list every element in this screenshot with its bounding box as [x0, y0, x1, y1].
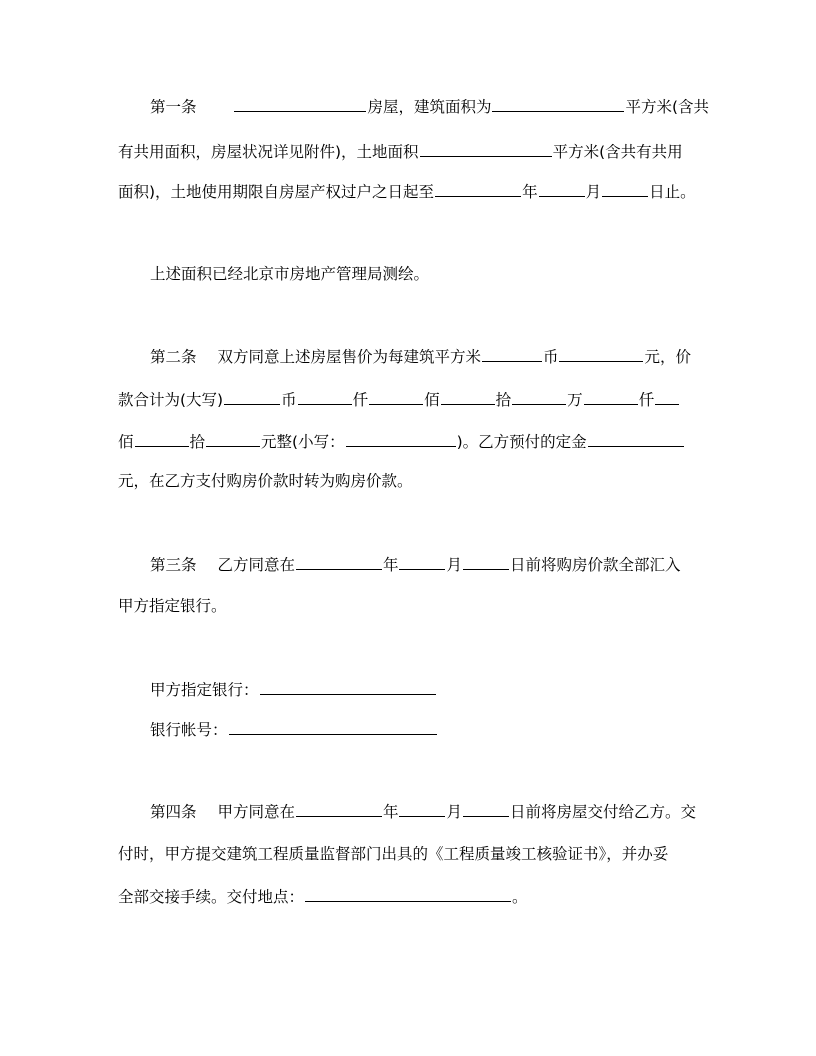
blank-term-year[interactable]	[435, 180, 521, 197]
blank-pay-month[interactable]	[399, 553, 445, 570]
article4-text2: 年	[382, 803, 399, 821]
account-line	[150, 718, 700, 740]
article4-text4: 日前将房屋交付给乙方。交	[510, 803, 697, 821]
blank-term-day[interactable]	[602, 180, 648, 197]
article3-text2: 年	[382, 556, 399, 574]
bank-label: 甲方指定银行：	[150, 681, 259, 699]
article4-text7: 。	[512, 888, 528, 906]
blank-pay-day[interactable]	[463, 553, 509, 570]
article4-line1	[150, 800, 700, 822]
bank-line	[150, 678, 700, 700]
article2-text2: 币	[542, 348, 559, 366]
article4-text1: 甲方同意在	[217, 803, 295, 821]
blank-yuan[interactable]	[206, 430, 260, 447]
article1-text3: 有共用面积，房屋状况详见附件)，土地面积	[118, 143, 419, 161]
article1-text8: 日止。	[649, 183, 696, 201]
blank-deposit[interactable]	[588, 430, 684, 447]
article3-line2: 甲方指定银行。	[118, 597, 227, 615]
article2-text5: 币	[281, 391, 297, 409]
article3-text1: 乙方同意在	[217, 556, 295, 574]
blank-unit-price[interactable]	[559, 345, 643, 362]
article2-line2	[118, 388, 700, 410]
blank-deliver-year[interactable]	[296, 800, 382, 817]
blank-wan[interactable]	[512, 388, 566, 405]
article1-label: 第一条	[150, 98, 197, 116]
blank-deliver-month[interactable]	[399, 800, 445, 817]
article3-text3: 月	[446, 556, 462, 574]
blank-deliver-place[interactable]	[305, 885, 511, 902]
blank-pay-year[interactable]	[296, 553, 382, 570]
article1-text5: 面积)，土地使用期限自房屋产权过户之日起至	[118, 183, 435, 201]
blank-amount-numeric[interactable]	[346, 430, 456, 447]
blank-bai-2-start[interactable]	[655, 388, 679, 405]
article2-text8: 拾	[495, 391, 512, 409]
account-label: 银行帐号：	[150, 721, 228, 739]
blank-building-area[interactable]	[492, 95, 624, 112]
article1-text7: 月	[585, 183, 602, 201]
blank-unit-currency[interactable]	[482, 345, 542, 362]
blank-qian-1[interactable]	[298, 388, 352, 405]
article1-text4: 平方米(含共有共用	[552, 143, 683, 161]
article2-text13: 元整(小写：	[261, 433, 345, 451]
article1-text1: 房屋，建筑面积为	[367, 98, 492, 116]
survey-note: 上述面积已经北京市房地产管理局测绘。	[150, 265, 430, 283]
article4-line2: 付时，甲方提交建筑工程质量监督部门出具的《工程质量竣工核验证书》，并办妥	[118, 845, 669, 863]
blank-account[interactable]	[229, 718, 437, 735]
article4-label: 第四条	[150, 803, 197, 821]
article2-line3	[118, 430, 700, 452]
blank-bai-1[interactable]	[369, 388, 423, 405]
article1-text6: 年	[522, 183, 538, 201]
article4-text3: 月	[446, 803, 462, 821]
article3-line1	[150, 553, 700, 575]
article2-text7: 佰	[424, 391, 440, 409]
article4-line3	[118, 885, 700, 907]
article2-line1	[150, 345, 700, 367]
article2-label: 第二条	[150, 348, 197, 366]
blank-shi-2[interactable]	[135, 430, 189, 447]
blank-term-month[interactable]	[539, 180, 585, 197]
article1-line3	[118, 180, 700, 202]
article2-text10: 仟	[638, 391, 655, 409]
article1-text2: 平方米(含共	[625, 98, 710, 116]
article1-line2	[118, 140, 700, 162]
article2-text11: 佰	[118, 433, 134, 451]
article3-label: 第三条	[150, 556, 197, 574]
article2-text9: 万	[567, 391, 583, 409]
blank-deliver-day[interactable]	[463, 800, 509, 817]
blank-bank[interactable]	[260, 678, 436, 695]
blank-total-currency[interactable]	[224, 388, 280, 405]
article2-text4: 款合计为(大写)	[118, 391, 224, 409]
article2-line4: 元，在乙方支付购房价款时转为购房价款。	[118, 472, 413, 490]
blank-land-area[interactable]	[420, 140, 552, 157]
article2-text1: 双方同意上述房屋售价为每建筑平方米	[217, 348, 481, 366]
article2-text14: )。乙方预付的定金	[456, 433, 587, 451]
article4-text6: 全部交接手续。交付地点：	[118, 888, 305, 906]
blank-shi-1[interactable]	[441, 388, 495, 405]
blank-qian-2[interactable]	[584, 388, 638, 405]
blank-property[interactable]	[234, 95, 366, 112]
article2-text12: 拾	[189, 433, 206, 451]
article1-line1	[150, 95, 710, 117]
article3-text4: 日前将购房价款全部汇入	[510, 556, 681, 574]
article2-text3: 元，价	[644, 348, 691, 366]
article2-text6: 仟	[352, 391, 369, 409]
